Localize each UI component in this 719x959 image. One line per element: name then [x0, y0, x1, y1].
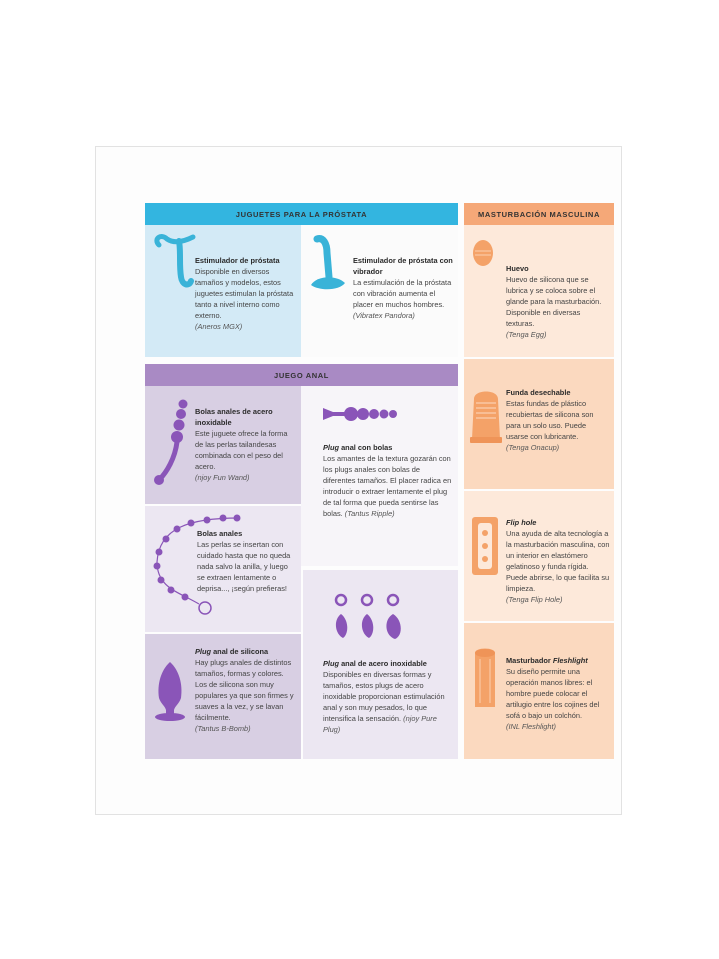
item-caption: (Vibratex Pandora): [353, 311, 415, 320]
cell-silicone-plug: [145, 634, 301, 759]
item-caption: (Tenga Onacup): [506, 443, 560, 452]
item-body: Disponibles en diversas formas y tamaños, estos plugs de acero inoxidable proporcionan estimulación anal y son muy pesados, lo que intensifica la sensación.: [323, 670, 445, 723]
item-caption: (Tantus B-Bomb): [195, 724, 251, 733]
item-caption: (Tenga Egg): [506, 330, 547, 339]
beaded-plug-icon: [323, 402, 403, 426]
cell-steel-anal-balls: [145, 386, 301, 504]
item-title: [323, 658, 455, 669]
item-body: Disponible en diversos tamaños y modelos, estos juguetes estimulan la próstata tanto a nivel interno como externo.: [195, 267, 294, 320]
steel-anal-balls-icon: [151, 396, 191, 486]
title-rest: anal de silicona: [211, 647, 269, 656]
anal-beads-text: [197, 528, 297, 594]
item-title: [195, 646, 297, 657]
egg-icon: [472, 239, 494, 267]
title-rest: anal de acero inoxidable: [339, 659, 427, 668]
item-caption: (njoy Fun Wand): [195, 473, 250, 482]
flip-hole-text: [506, 517, 610, 605]
prostate-vibrator-text: [353, 255, 453, 321]
steel-balls-text: [195, 406, 297, 483]
item-body: Los amantes de la textura gozarán con los plugs anales con bolas de diferentes tamaños. El placer radica en introducir o extraer lentamente el plug de tal forma que pueda sentirse las bolas.: [323, 454, 452, 518]
silicone-plug-icon: [153, 662, 187, 722]
cell-prostate-stimulator: [145, 225, 301, 357]
title-italic: Plug: [323, 443, 340, 452]
item-title: Estimulador de próstata con vibrador: [353, 256, 453, 276]
cell-steel-plug: [303, 570, 458, 759]
item-title: Bolas anales de acero inoxidable: [195, 407, 273, 427]
item-body: Huevo de silicona que se lubrica y se coloca sobre el glande para la masturbación. Disponible en diversas texturas.: [506, 275, 602, 328]
item-title: Funda desechable: [506, 388, 571, 397]
silicone-plug-text: [195, 646, 297, 734]
item-body: Su diseño permite una operación manos libres: el hombre puede colocar el artilugio entre los cojines del sofá o bajo un colchón.: [506, 667, 600, 720]
item-title: Bolas anales: [197, 529, 243, 538]
item-caption: (INL Fleshlight): [506, 722, 556, 731]
item-body: La estimulación de la próstata con vibración aumenta el placer en muchos hombres.: [353, 278, 452, 309]
header-male-masturbation: MASTURBACIÓN MASCULINA: [464, 203, 614, 225]
beaded-plug-text: [323, 442, 453, 519]
item-title: [506, 655, 610, 666]
cell-prostate-vibrator: [301, 225, 458, 357]
title-italic: Plug: [323, 659, 340, 668]
disposable-sleeve-icon: [470, 389, 502, 445]
item-title: Estimulador de próstata: [195, 256, 280, 265]
item-body: Estas fundas de plástico recubiertas de silicona son para un solo uso. Puede usarse con lubricante.: [506, 399, 594, 441]
cell-masturbator: [464, 623, 614, 759]
fleshlight-icon: [471, 647, 499, 711]
cell-flip-hole: [464, 491, 614, 621]
title-italic: Fleshlight: [552, 656, 588, 665]
title-rest: anal con bolas: [339, 443, 393, 452]
cell-anal-beads: [145, 506, 301, 632]
item-caption: (Aneros MGX): [195, 322, 243, 331]
egg-text: [506, 263, 610, 340]
book-page: [95, 146, 622, 815]
steel-plugs-icon: [331, 594, 411, 640]
item-caption: (Tenga Flip Hole): [506, 595, 563, 604]
item-body: Este juguete ofrece la forma de las perlas tailandesas combinada con el peso del acero.: [195, 429, 288, 471]
item-caption: (njoy Pure Plug): [323, 714, 437, 734]
item-title: Huevo: [506, 264, 529, 273]
prostate-vibrator-icon: [307, 233, 351, 293]
item-caption: (Tantus Ripple): [344, 509, 395, 518]
item-body: Las perlas se insertan con cuidado hasta que no queda nada salvo la anilla, y luego se extraen lentamente o deprisa..., ¡según prefieras!: [197, 540, 291, 593]
item-title: [323, 442, 453, 453]
item-title: Flip hole: [506, 518, 537, 527]
header-anal: JUEGO ANAL: [145, 364, 458, 386]
header-prostate: JUGUETES PARA LA PRÓSTATA: [145, 203, 458, 225]
cell-disposable-sleeve: [464, 359, 614, 489]
item-body: Hay plugs anales de distintos tamaños, formas y colores. Los de silicona son muy populares ya que son firmes y suaves a la vez, y se lavan fácilmente.: [195, 658, 294, 722]
title-plain: Masturbador: [506, 656, 553, 665]
masturbator-text: [506, 655, 610, 732]
cell-beaded-plug: [301, 386, 458, 566]
flip-hole-icon: [472, 517, 498, 575]
item-body: Una ayuda de alta tecnología a la masturbación masculina, con un interior en elastómero gelatinoso y funda rígida. Puede abrirse, lo que facilita su limpieza.: [506, 529, 610, 593]
prostate-stimulator-text: [195, 255, 295, 332]
disposable-text: [506, 387, 610, 453]
cell-egg: [464, 225, 614, 357]
prostate-stimulator-icon: [151, 231, 201, 291]
title-italic: Plug: [195, 647, 212, 656]
steel-plug-text: [323, 658, 455, 735]
